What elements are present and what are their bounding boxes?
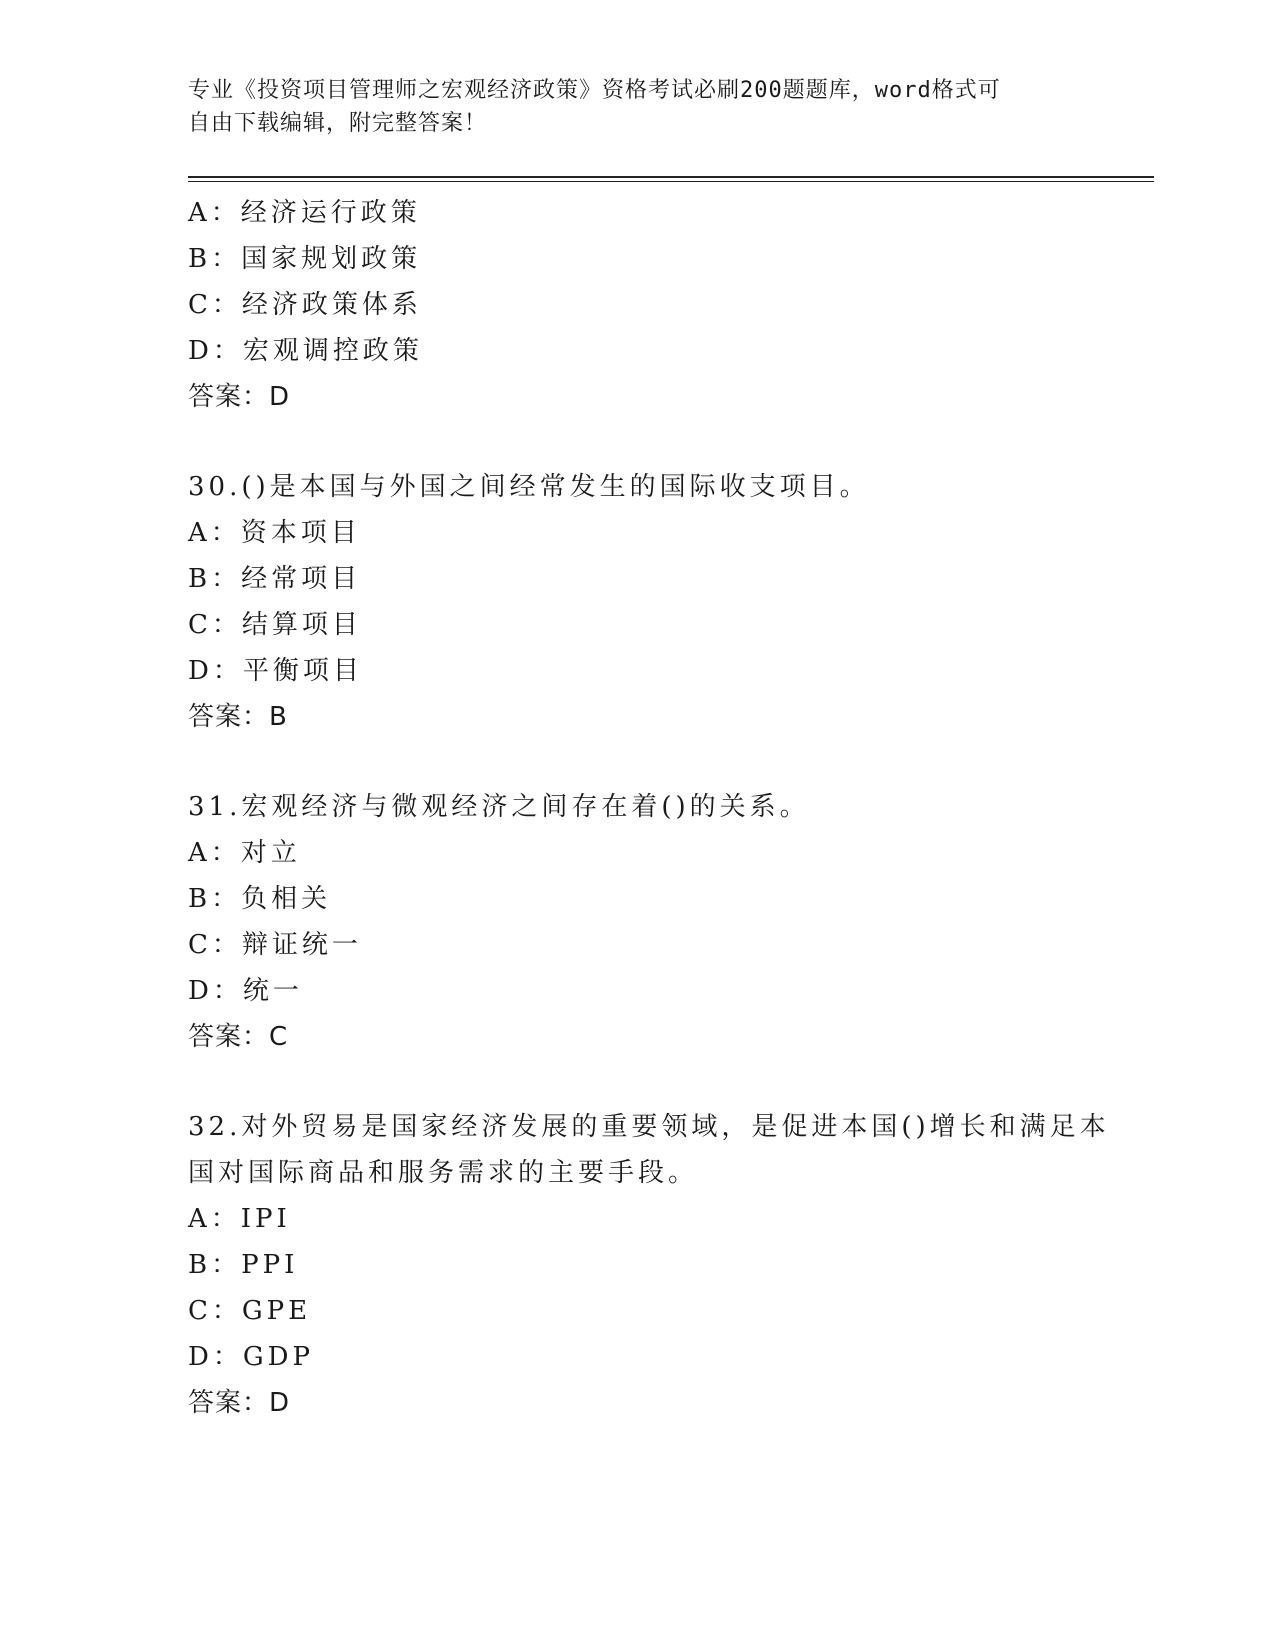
question-text: 30.()是本国与外国之间经常发生的国际收支项目。 (188, 472, 870, 502)
option-b: B：PPI (188, 1250, 299, 1280)
option-a: A：经济运行政策 (188, 198, 421, 228)
option-a: A：IPI (188, 1204, 291, 1234)
header-rule-thin (188, 181, 1154, 182)
answer-line: 答案：B (188, 702, 288, 732)
option-a: A：资本项目 (188, 518, 361, 548)
option-c: C：结算项目 (188, 610, 362, 640)
option-c: C：经济政策体系 (188, 290, 422, 320)
option-a: A：对立 (188, 838, 301, 868)
question-list (188, 190, 1110, 1426)
header-line-1: 专业《投资项目管理师之宏观经济政策》资格考试必刷200题题库，word格式可 (188, 78, 1001, 103)
header-rule-thick (188, 176, 1154, 178)
question-block-32 (188, 1104, 1110, 1426)
option-b: B：国家规划政策 (188, 244, 422, 274)
header-line-2: 自由下载编辑，附完整答案！ (188, 111, 488, 136)
option-b: B：负相关 (188, 884, 332, 914)
question-block-30 (188, 464, 1088, 740)
option-d: D：GDP (188, 1342, 314, 1372)
question-text-line-2: 国对国际商品和服务需求的主要手段。 (188, 1158, 699, 1188)
question-text-line-1: 32.对外贸易是国家经济发展的重要领域，是促进本国()增长和满足本 (188, 1112, 1110, 1142)
answer-line: 答案：D (188, 382, 291, 412)
question-block-31 (188, 784, 1088, 1060)
option-c: C：GPE (188, 1296, 312, 1326)
answer-line: 答案：C (188, 1022, 289, 1052)
document-header (188, 74, 1068, 140)
option-d: D：平衡项目 (188, 656, 363, 686)
option-c: C：辩证统一 (188, 930, 362, 960)
question-text: 31.宏观经济与微观经济之间存在着()的关系。 (188, 792, 810, 822)
answer-line: 答案：D (188, 1388, 291, 1418)
option-b: B：经常项目 (188, 564, 362, 594)
option-d: D：宏观调控政策 (188, 336, 423, 366)
option-d: D：统一 (188, 976, 303, 1006)
question-block-29 (188, 190, 1088, 420)
